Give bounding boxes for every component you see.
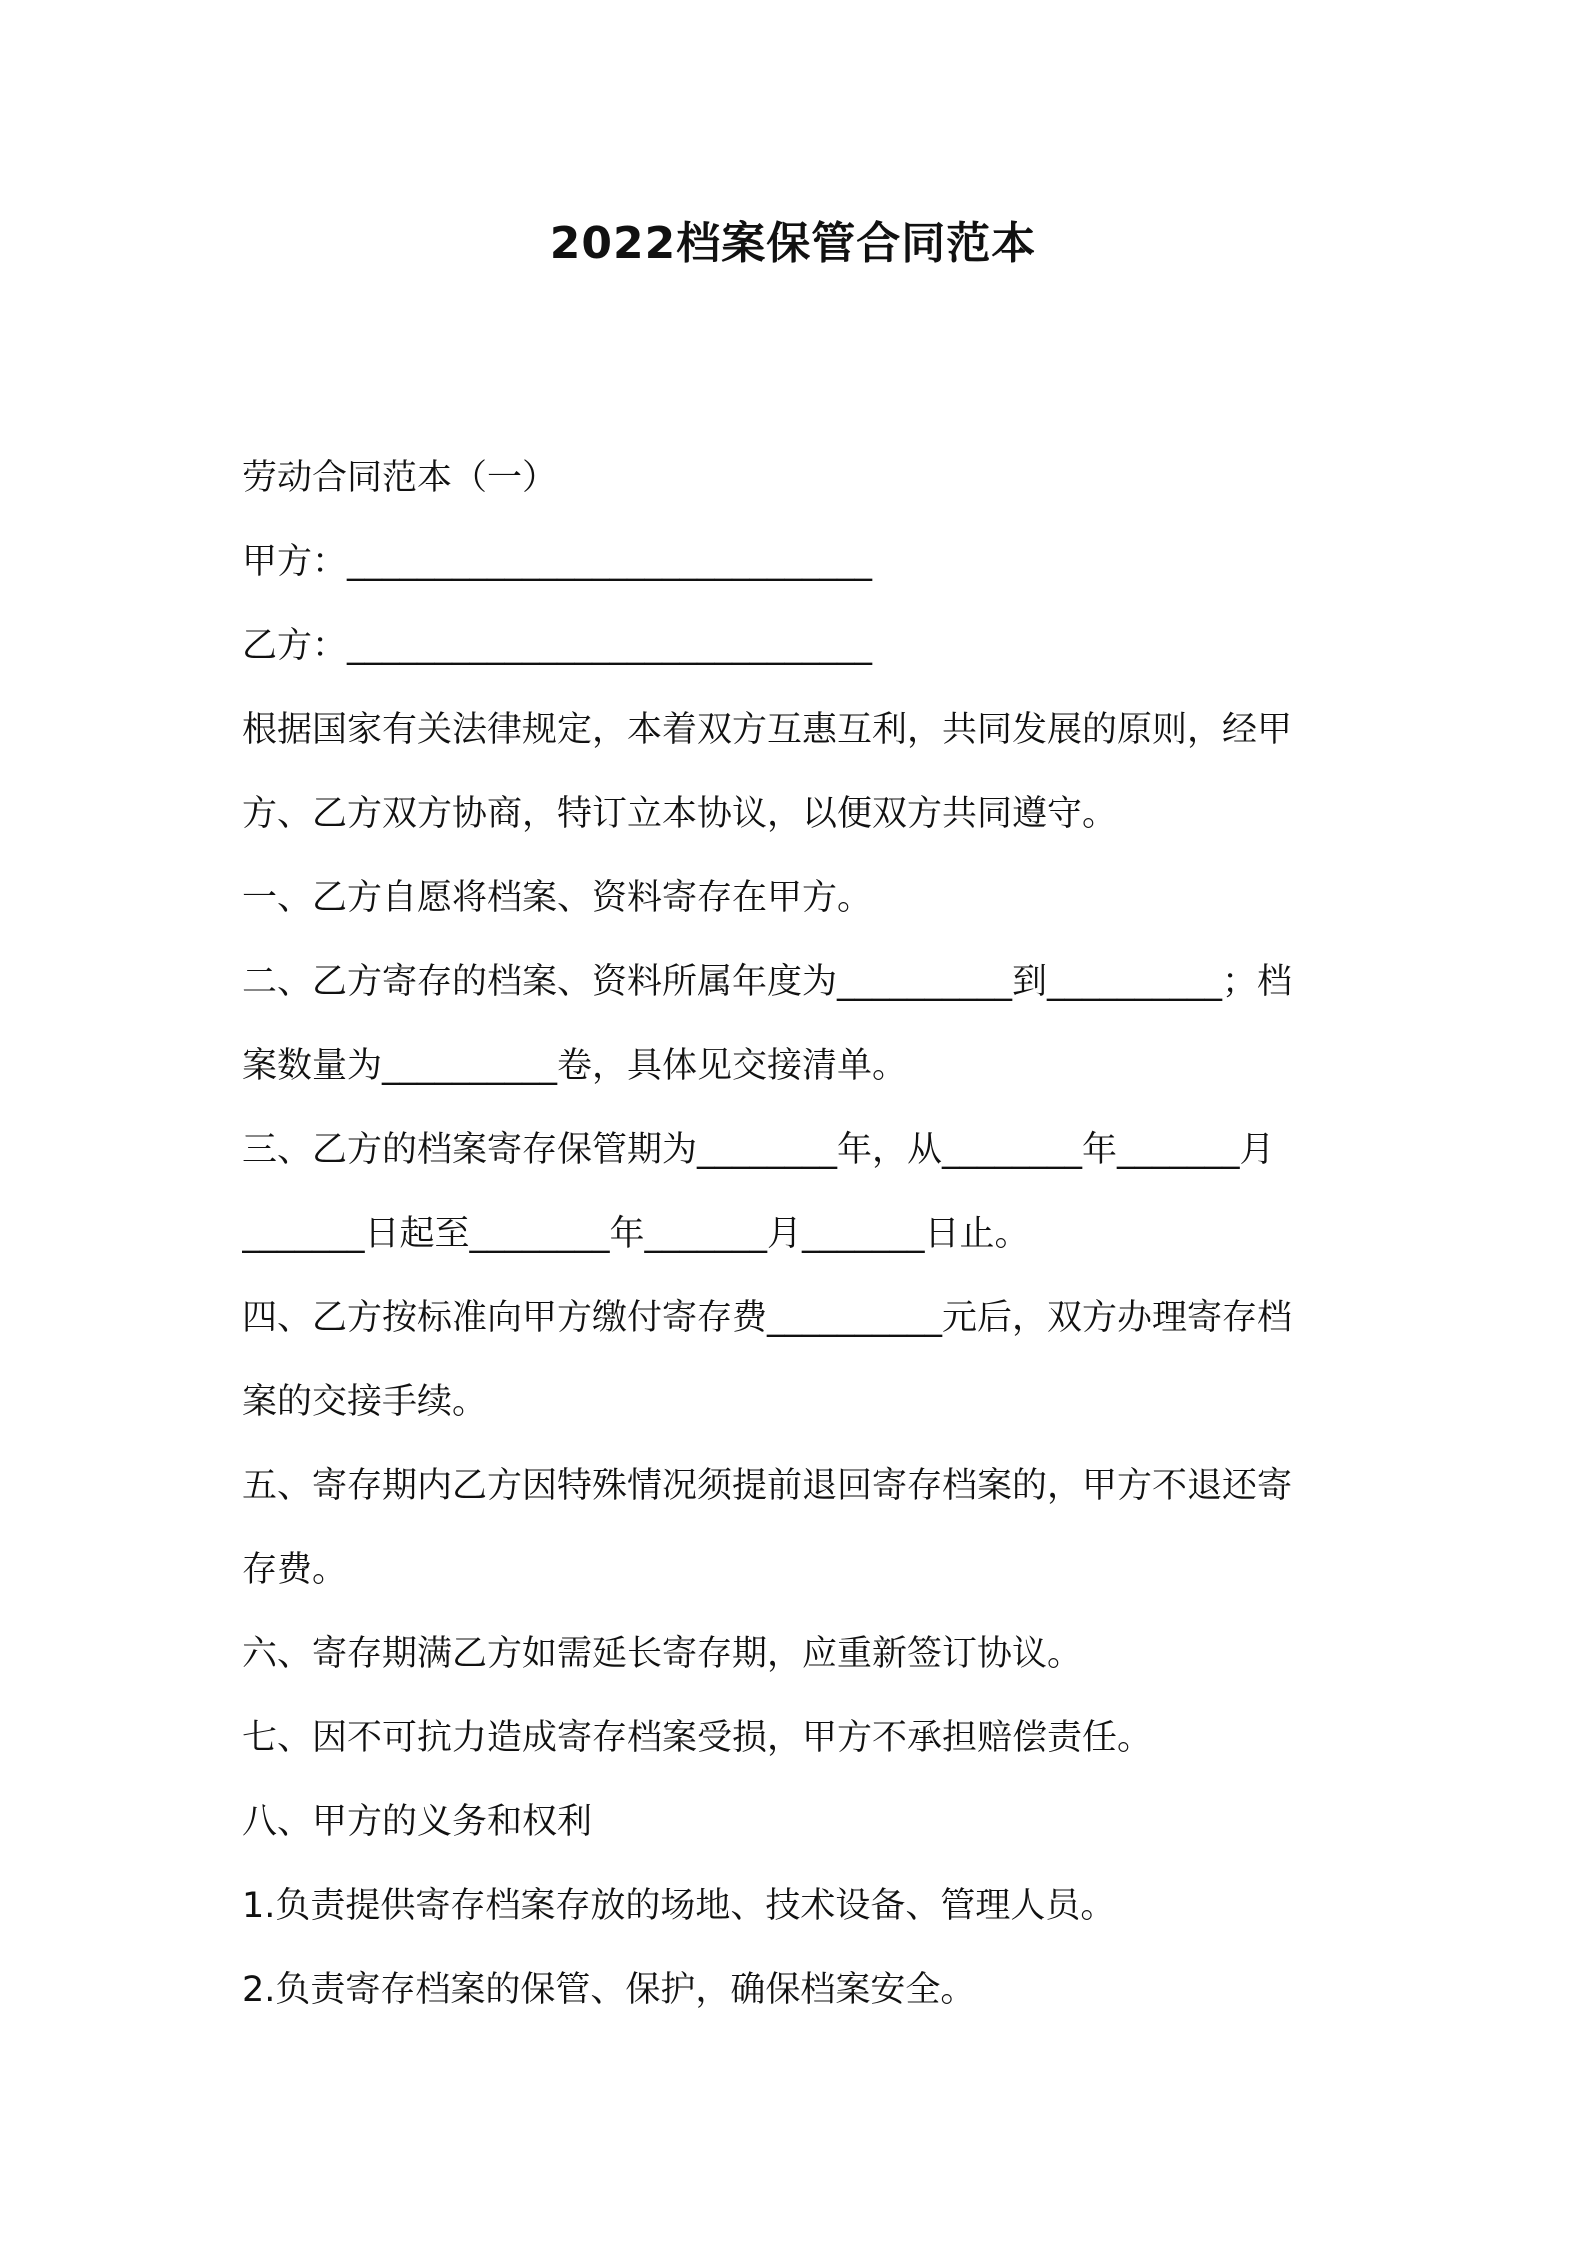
clause-line: 二、乙方寄存的档案、资料所属年度为__________到__________；档 [242,962,1293,1002]
clause-line: 2.负责寄存档案的保管、保护，确保档案安全。 [242,1970,976,2010]
clause-line: 四、乙方按标准向甲方缴付寄存费__________元后，双方办理寄存档 [242,1298,1293,1338]
clause-line: 七、因不可抗力造成寄存档案受损，甲方不承担赔偿责任。 [242,1718,1153,1758]
clause-line: 案数量为__________卷，具体见交接清单。 [242,1046,908,1086]
clause-line: _______日起至________年_______月_______日止。 [242,1214,1030,1254]
document-body [242,448,1354,2044]
clause-line: 一、乙方自愿将档案、资料寄存在甲方。 [242,878,873,918]
party-a-line: 甲方：______________________________ [242,542,873,582]
clause-line: 六、寄存期满乙方如需延长寄存期，应重新签订协议。 [242,1634,1083,1674]
clause-line: 案的交接手续。 [242,1382,488,1422]
party-b-line: 乙方：______________________________ [242,626,873,666]
document-title: 2022档案保管合同范本 [549,218,1037,269]
clause-line: 存费。 [242,1550,348,1590]
section-heading: 劳动合同范本（一） [242,458,558,498]
clause-line: 五、寄存期内乙方因特殊情况须提前退回寄存档案的，甲方不退还寄 [242,1466,1293,1506]
clause-line: 1.负责提供寄存档案存放的场地、技术设备、管理人员。 [242,1886,1116,1926]
paragraph-line: 根据国家有关法律规定，本着双方互惠互利，共同发展的原则，经甲 [242,710,1293,750]
clause-line: 三、乙方的档案寄存保管期为________年，从________年_______月 [242,1130,1275,1170]
paragraph-line: 方、乙方双方协商，特订立本协议，以便双方共同遵守。 [242,794,1118,834]
clause-line: 八、甲方的义务和权利 [242,1802,593,1842]
